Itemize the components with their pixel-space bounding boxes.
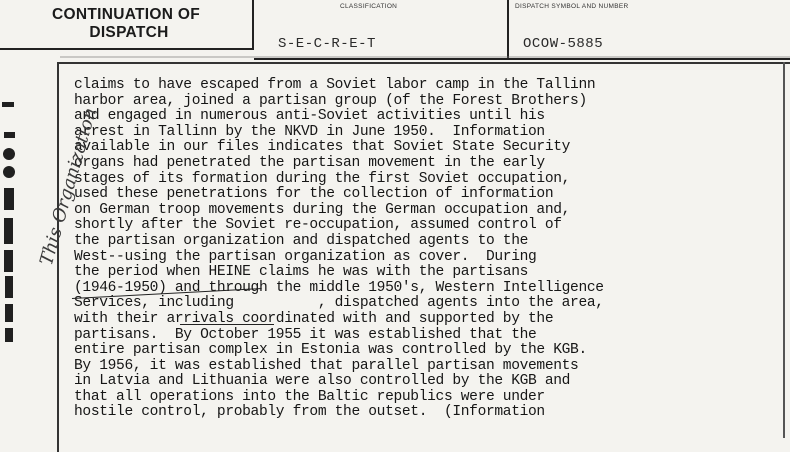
body-line: organs had penetrated the partisan movement in the early: [74, 154, 545, 171]
body-line: in Latvia and Lithuania were also controlled by the KGB and: [74, 373, 571, 390]
form-title: [0, 0, 254, 50]
body-line: Services, including , dispatched agents into the area,: [74, 295, 604, 312]
redaction-underline: [180, 324, 274, 325]
body-line: hostile control, probably from the outset. (Information: [74, 404, 545, 421]
margin-mark: [5, 304, 13, 322]
dispatch-number-value: OCOW-5885: [523, 36, 604, 52]
margin-mark: [2, 102, 14, 107]
margin-mark: [4, 188, 14, 210]
margin-mark: [3, 148, 15, 160]
margin-mark: [5, 276, 13, 298]
margin-mark: [4, 218, 13, 244]
margin-mark: [5, 328, 13, 342]
body-line: the period when HEINE claims he was with the partisans: [74, 264, 529, 281]
classification-box: [254, 0, 509, 60]
classification-value: S-E-C-R-E-T: [278, 36, 376, 52]
margin-mark: [3, 166, 15, 178]
body-line: used these penetrations for the collection of information: [74, 186, 554, 203]
body-line: arrest in Tallinn by the NKVD in June 1950. Information: [74, 123, 545, 140]
body-line: harbor area, joined a partisan group (of the Forest Brothers): [74, 92, 587, 109]
body-line: on German troop movements during the German occupation and,: [74, 201, 571, 218]
dispatch-number-label: DISPATCH SYMBOL AND NUMBER: [515, 3, 629, 10]
body-line: (1946-1950) and through the middle 1950's, Western Intelligence: [74, 279, 604, 296]
dispatch-number-box: [509, 0, 790, 60]
body-line: and engaged in numerous anti-Soviet activities until his: [74, 108, 545, 125]
body-line: available in our files indicates that Soviet State Security: [74, 139, 571, 156]
form-title-line-1: CONTINUATION OF: [51, 6, 200, 23]
body-line: stages of its formation during the first Soviet occupation,: [74, 170, 571, 187]
classification-label: CLASSIFICATION: [340, 3, 398, 10]
margin-mark: [4, 132, 15, 138]
body-line: that all operations into the Baltic republics were under: [74, 388, 545, 405]
dispatch-body-text: [74, 78, 786, 421]
body-line: with their arrivals coordinated with and supported by the: [74, 310, 554, 327]
margin-mark: [4, 250, 13, 272]
body-line: entire partisan complex in Estonia was controlled by the KGB.: [74, 342, 587, 359]
body-line: shortly after the Soviet re-occupation, assumed control of: [74, 217, 562, 234]
body-line: claims to have escaped from a Soviet labor camp in the Tallinn: [74, 77, 596, 93]
handwritten-note: This Organization: [36, 105, 102, 268]
body-line: West--using the partisan organization as cover. During: [74, 248, 537, 265]
body-line: partisans. By October 1955 it was established that the: [74, 326, 537, 343]
form-title-line-2: DISPATCH: [89, 24, 169, 41]
body-line: By 1956, it was established that parallel partisan movements: [74, 357, 579, 374]
body-line: the partisan organization and dispatched agents to the: [74, 232, 529, 249]
